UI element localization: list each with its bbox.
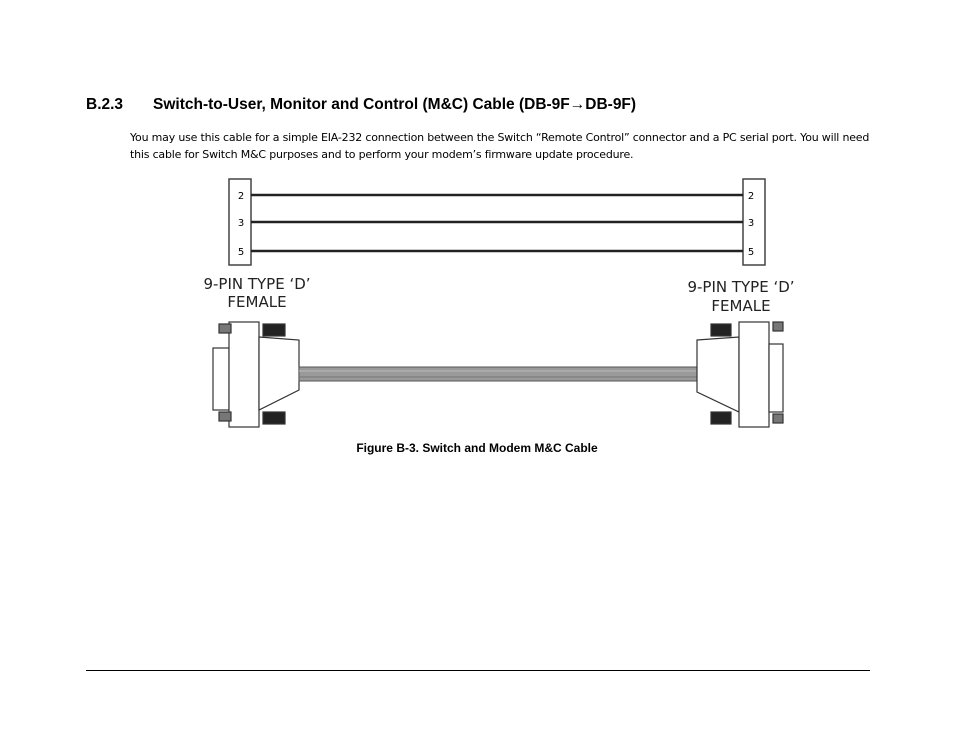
- cable-figure: [193, 172, 803, 436]
- left-connector-label-line2: FEMALE: [227, 293, 287, 311]
- right-connector-label-line2: FEMALE: [711, 297, 771, 315]
- cable-diagram: [193, 172, 803, 436]
- section-title: [153, 96, 636, 114]
- left-pin-label: 2: [237, 191, 245, 202]
- arrow-symbol: →: [569, 96, 586, 113]
- section-number: B.2.3: [86, 96, 124, 113]
- right-pin-label: 2: [747, 191, 755, 202]
- left-pin-label: 3: [237, 218, 245, 229]
- right-pin-label: 3: [747, 218, 755, 229]
- left-pin-label: 5: [237, 247, 245, 258]
- left-db9-connector: [213, 322, 299, 427]
- right-db9-connector: [697, 322, 783, 427]
- section-title-part1: Switch-to-User, Monitor and Control (M&C) Cable (DB-9F: [153, 96, 570, 113]
- right-connector-label-line1: 9-PIN TYPE ‘D’: [687, 278, 795, 296]
- figure-caption: Figure B-3. Switch and Modem M&C Cable: [356, 441, 598, 455]
- footer-rule: [86, 670, 870, 671]
- cable-body: [299, 367, 697, 381]
- right-pin-label: 5: [747, 247, 755, 258]
- section-title-part2: DB-9F): [585, 96, 637, 113]
- left-connector-label-line1: 9-PIN TYPE ‘D’: [203, 275, 311, 293]
- body-paragraph: You may use this cable for a simple EIA-232 connection between the Switch “Remote Control” connector and a PC serial port. You will need this cable for Switch M&C purposes and to perform your modem’s firmware update procedure.: [130, 131, 870, 161]
